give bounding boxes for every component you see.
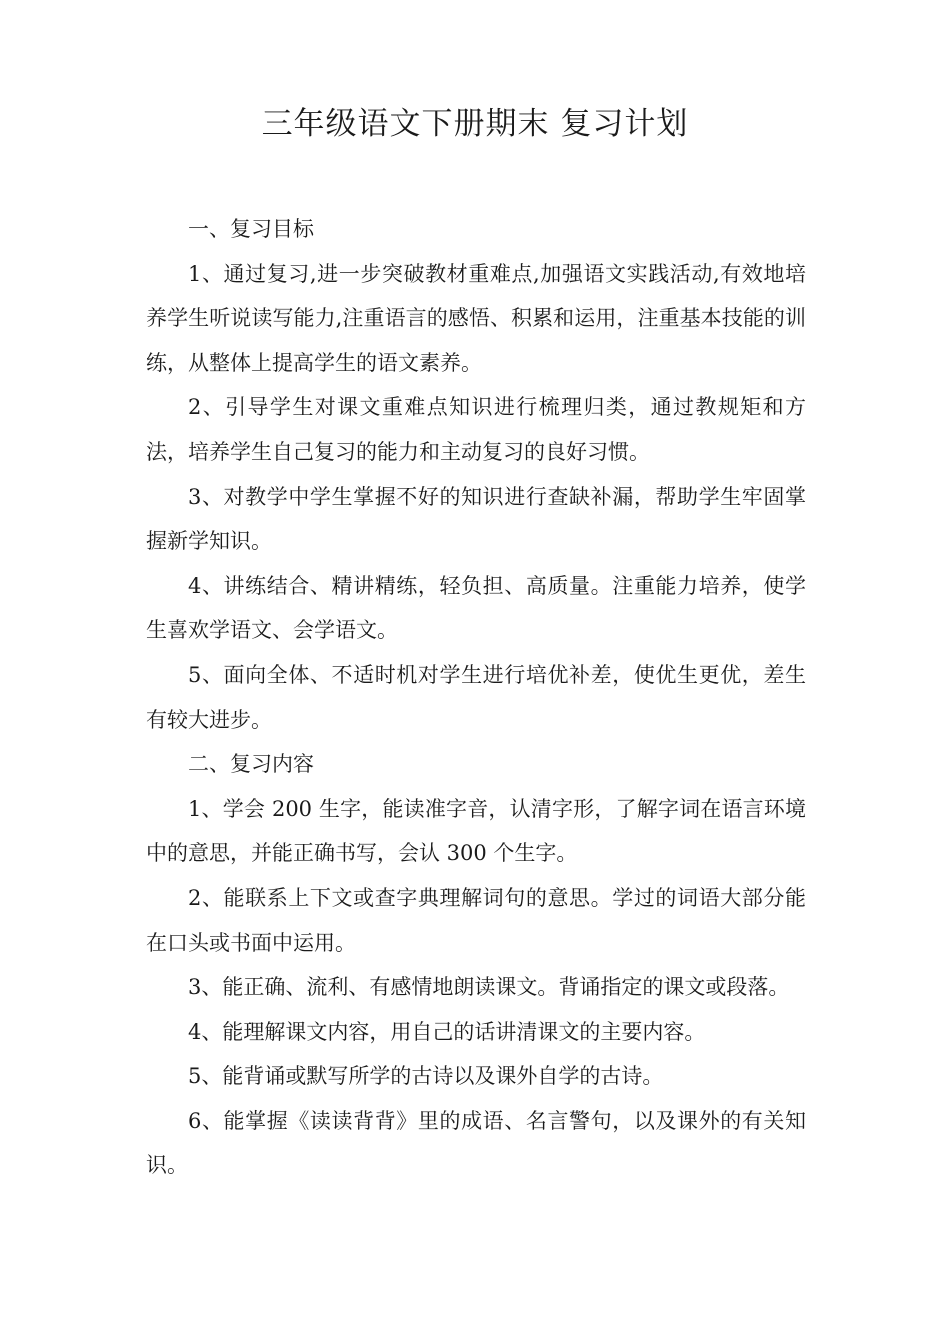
goal-item-4: 4、讲练结合、精讲精练，轻负担、高质量。注重能力培养，使学生喜欢学语文、会学语文。 (146, 573, 806, 643)
content-item-1: 1、学会 200 生字，能读准字音，认清字形，了解字词在语言环境中的意思，并能正确书写，会认 300 个生字。 (146, 796, 806, 866)
section-heading-review-goals: 一、复习目标 (188, 217, 314, 241)
content-item-4: 4、能理解课文内容，用自己的话讲清课文的主要内容。 (188, 1019, 706, 1044)
content-item-6: 6、能掌握《读读背背》里的成语、名言警句，以及课外的有关知识。 (146, 1108, 806, 1178)
document-title: 三年级语文下册期末 复习计划 (261, 106, 689, 142)
goal-item-1: 1、通过复习,进一步突破教材重难点,加强语文实践活动,有效地培养学生听说读写能力,注重语言的感悟、积累和运用，注重基本技能的训练，从整体上提高学生的语文素养。 (146, 261, 806, 375)
goal-item-3: 3、对教学中学生掌握不好的知识进行查缺补漏，帮助学生牢固掌握新学知识。 (146, 484, 806, 554)
goal-item-5: 5、面向全体、不适时机对学生进行培优补差，使优生更优，差生有较大进步。 (146, 662, 806, 732)
content-item-5: 5、能背诵或默写所学的古诗以及课外自学的古诗。 (188, 1064, 664, 1089)
document-body (146, 207, 806, 1188)
content-item-2: 2、能联系上下文或查字典理解词句的意思。学过的词语大部分能在口头或书面中运用。 (146, 885, 806, 955)
goal-item-2: 2、引导学生对课文重难点知识进行梳理归类，通过教规矩和方法，培养学生自己复习的能力和主动复习的良好习惯。 (146, 395, 806, 464)
section-heading-review-content: 二、复习内容 (188, 752, 314, 777)
content-item-3: 3、能正确、流利、有感情地朗读课文。背诵指定的课文或段落。 (188, 975, 790, 1000)
